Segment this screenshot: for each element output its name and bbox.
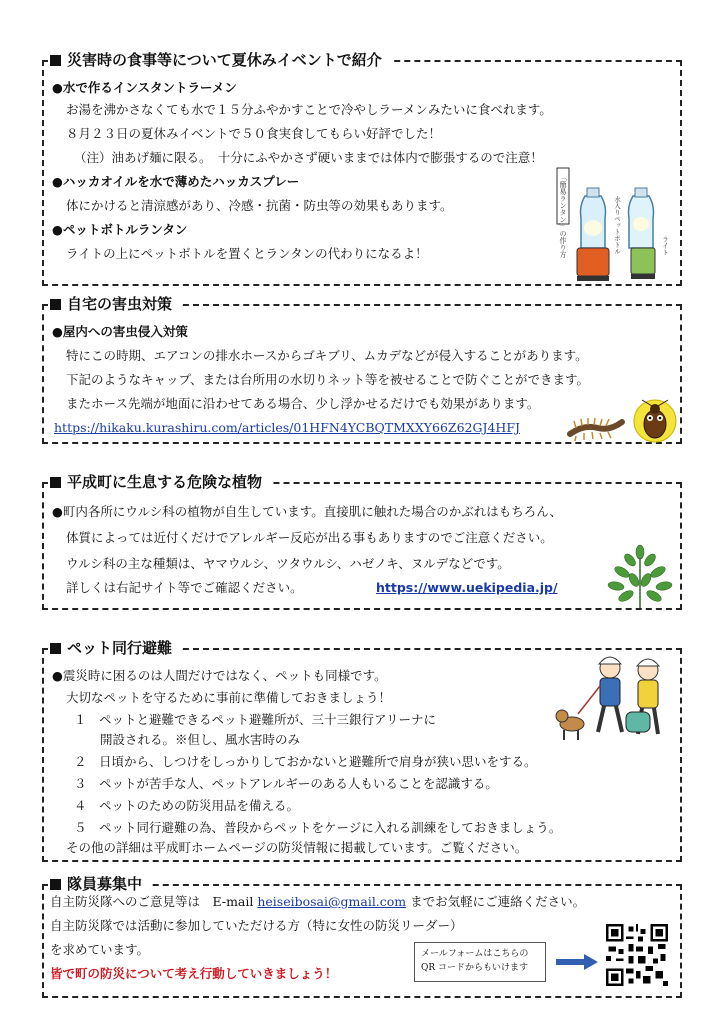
uekipedia-link[interactable]: https://www.uekipedia.jp/ — [376, 580, 558, 595]
list-item: ４ ペットのための防災用品を備える。 — [74, 798, 300, 813]
svg-text:水入りペットボトル: 水入りペットボトル — [613, 196, 621, 255]
qr-code[interactable] — [606, 924, 668, 986]
heading-indoor-pests: ●屋内への害虫侵入対策 — [52, 324, 188, 339]
text: を求めています。 — [50, 942, 150, 957]
pet-evacuation-illustration — [544, 652, 676, 748]
heading-mint-spray: ●ハッカオイルを水で薄めたハッカスプレー — [52, 174, 300, 189]
centipede-icon — [566, 416, 626, 442]
list-item: ２ 日頃から、しつけをしっかりしておかないと避難所で肩身が狭い思いをする。 — [74, 754, 537, 769]
section-title: 災害時の食事等について夏休みイベントで紹介 — [48, 49, 392, 71]
cockroach-icon — [632, 398, 678, 444]
sumac-plant-icon — [606, 544, 674, 610]
bottle-lantern-illustration — [549, 166, 679, 284]
section-pest-control — [42, 295, 682, 444]
qr-note: メールフォームはこちらの QR コードからもいけます — [414, 942, 546, 982]
text: 体にかけると清涼感があり、冷感・抗菌・防虫等の効果もあります。 — [66, 198, 453, 213]
email-link[interactable]: heiseibosai@gmail.com — [257, 894, 407, 909]
section-summer-event — [42, 51, 682, 286]
heading-instant-ramen: ●水で作るインスタントラーメン — [52, 80, 237, 95]
list-item: 開設される。※但し、風水害時のみ — [100, 732, 301, 747]
svg-text:ライト: ライト — [661, 236, 669, 256]
section-title: 隊員募集中 — [48, 873, 152, 895]
text: またホース先端が地面に沿わせてある場合、少し浮かせるだけでも効果があります。 — [66, 396, 540, 411]
list-item: ３ ペットが苦手な人、ペットアレルギーのある人もいることを認識する。 — [74, 776, 498, 791]
text: その他の詳細は平成町ホームページの防災情報に掲載しています。ご覧ください。 — [66, 840, 528, 855]
text: 体質によっては近付くだけでアレルギー反応が出る事もありますのでご注意ください。 — [66, 530, 553, 545]
arrow-right-icon — [556, 954, 598, 970]
section-title: ペット同行避難 — [48, 637, 182, 659]
text: （注）油あげ麺に限る。 十分にふやかさず硬いままでは体内で膨張するので注意！ — [74, 150, 543, 165]
text: ●震災時に困るのは人間だけではなく、ペットも同様です。 — [52, 668, 387, 683]
section-pet-evacuation — [42, 639, 682, 862]
text: ライトの上にペットボトルを置くとランタンの代わりになるよ！ — [66, 246, 428, 261]
call-to-action: 皆で町の防災について考え行動していきましょう！ — [50, 966, 338, 981]
text: ８月２３日の夏休みイベントで５０食実食してもらい好評でした！ — [66, 126, 442, 141]
section-title: 平成町に生息する危険な植物 — [48, 471, 272, 493]
section-recruitment — [42, 875, 682, 998]
heading-bottle-lantern: ●ペットボトルランタン — [52, 222, 188, 237]
text: ●町内各所にウルシ科の植物が自生しています。直接肌に触れた場合のかぶれはもちろん、 — [52, 504, 562, 519]
text: お湯を沸かさなくても水で１５分ふやかすことで冷やしラーメンみたいに食べれます。 — [66, 102, 552, 117]
text: 詳しくは右記サイト等でご確認ください。 — [66, 580, 303, 595]
text: 自主防災隊へのご意見等は E-mail heiseibosai@gmail.com までお気軽にご連絡ください。 — [50, 894, 586, 909]
kurashiru-link[interactable]: https://hikaku.kurashiru.com/articles/01HFN4YCBQTMXXY66Z62GJ4HFJ — [54, 420, 521, 435]
list-item: ５ ペット同行避難の為、普段からペットをケージに入れる訓練をしておきましょう。 — [74, 820, 562, 835]
text: 大切なペットを守るために事前に準備しておきましょう！ — [66, 690, 392, 705]
svg-text:「簡易ランタン」の作り方: 「簡易ランタン」の作り方 — [559, 174, 567, 258]
text: 下記のようなキャップ、または台所用の水切りネット等を被せることで防ぐことができます。 — [66, 372, 590, 387]
text: 特にこの時期、エアコンの排水ホースからゴキブリ、ムカデなどが侵入することがあります。 — [66, 348, 588, 363]
section-title: 自宅の害虫対策 — [48, 293, 182, 315]
section-dangerous-plants — [42, 473, 682, 610]
list-item: １ ペットと避難できるペット避難所が、三十三銀行アリーナに — [74, 712, 437, 727]
text: ウルシ科の主な種類は、ヤマウルシ、ツタウルシ、ハゼノキ、ヌルデなどです。 — [66, 556, 510, 571]
text: 自主防災隊では活動に参加していただける方（特に女性の防災リーダー） — [50, 918, 463, 933]
